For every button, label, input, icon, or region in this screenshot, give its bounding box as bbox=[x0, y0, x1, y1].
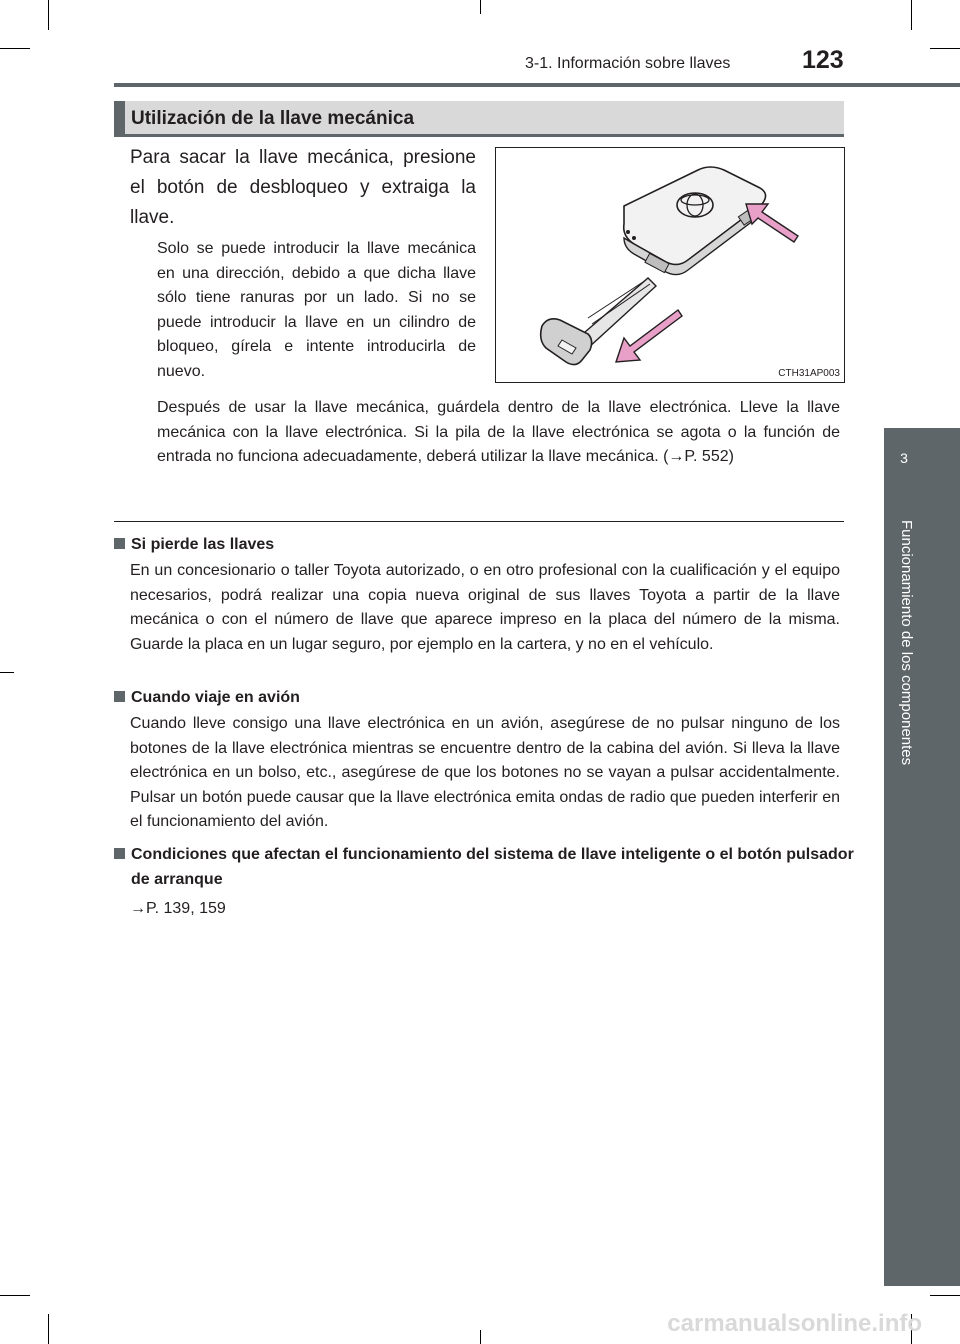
section-heading-rule bbox=[114, 134, 844, 137]
section-heading-accent bbox=[114, 101, 125, 137]
note-heading-lost-keys: Si pierde las llaves bbox=[114, 533, 844, 558]
chapter-tab bbox=[884, 428, 960, 506]
crop-mark bbox=[480, 1330, 481, 1344]
crop-mark bbox=[480, 0, 481, 14]
mechanical-key-head-icon bbox=[541, 319, 592, 365]
crop-mark bbox=[930, 1295, 960, 1296]
page-number: 123 bbox=[802, 46, 844, 74]
section-title: Utilización de la llave mecánica bbox=[131, 108, 415, 129]
crop-mark bbox=[0, 672, 14, 673]
crop-mark bbox=[930, 48, 960, 49]
key-direction-note: Solo se puede introducir la llave mecánica en una dirección, debido a que dicha llave sólo tiene ranuras por un lado. Si no se puede introducir la llave en un cilindro de bloqueo, gírela e intente introducirla de nuevo. bbox=[157, 240, 476, 380]
crop-mark bbox=[0, 48, 30, 49]
note-heading-airplane: Cuando viaje en avión bbox=[114, 686, 844, 711]
after-use-text: Después de usar la llave mecánica, guárdela dentro de la llave electrónica. Lleve la llave mecánica con la llave electrónica. Si la pila de la llave electrónica se agota o la función de entrada no funciona adecuadamente, deberá utilizar la llave mecánica. (→P. 552) bbox=[157, 399, 840, 465]
mechanical-key-figure bbox=[495, 147, 845, 383]
figure-code: CTH31AP003 bbox=[778, 368, 840, 379]
chapter-title: Funcionamiento de los componentes bbox=[898, 520, 915, 766]
watermark: carmanualsonline.info bbox=[667, 1310, 922, 1337]
note-body-airplane: Cuando lleve consigo una llave electrónica en un avión, asegúrese de no pulsar ninguno de los botones de la llave electrónica mientras se encuentre dentro de la cabina del avión. Si lleva la llave electrónica en un bolso, etc., asegúrese de que los botones no se vayan a pulsar accidentalmente. Pulsar un botón puede causar que la llave electrónica emita ondas de radio que pueden interferir en el funcionamiento del avión. bbox=[130, 715, 840, 830]
square-bullet-icon bbox=[114, 538, 125, 549]
square-bullet-icon bbox=[114, 848, 125, 859]
header-rule bbox=[114, 83, 960, 87]
instruction-text: Para sacar la llave mecánica, presione el botón de desbloqueo y extraiga la llave. bbox=[130, 147, 476, 228]
crop-mark bbox=[48, 1314, 49, 1344]
note-body-conditions: →P. 139, 159 bbox=[130, 900, 226, 917]
push-arrow-icon bbox=[746, 204, 798, 242]
running-header-section: 3-1. Información sobre llaves bbox=[525, 55, 731, 72]
crop-mark bbox=[911, 0, 912, 30]
crop-mark bbox=[0, 1295, 30, 1296]
note-heading-conditions: Condiciones que afectan el funcionamiento del sistema de llave inteligente o el botón pulsador de arranque bbox=[114, 843, 861, 892]
note-body-lost-keys: En un concesionario o taller Toyota autorizado, o en otro profesional con la cualificación y el equipo necesarios, podrá realizar una copia nueva original de sus llaves Toyota a partir de la llave mecánica o con el número de llave que aparece impreso en la placa del número de la misma. Guarde la placa en un lugar seguro, por ejemplo en la cartera, y no en el vehículo. bbox=[130, 562, 840, 653]
section-divider bbox=[114, 521, 844, 522]
square-bullet-icon bbox=[114, 691, 125, 702]
key-illustration bbox=[496, 148, 844, 382]
pull-arrow-icon bbox=[616, 310, 682, 362]
chapter-number: 3 bbox=[900, 450, 908, 466]
crop-mark bbox=[48, 0, 49, 30]
